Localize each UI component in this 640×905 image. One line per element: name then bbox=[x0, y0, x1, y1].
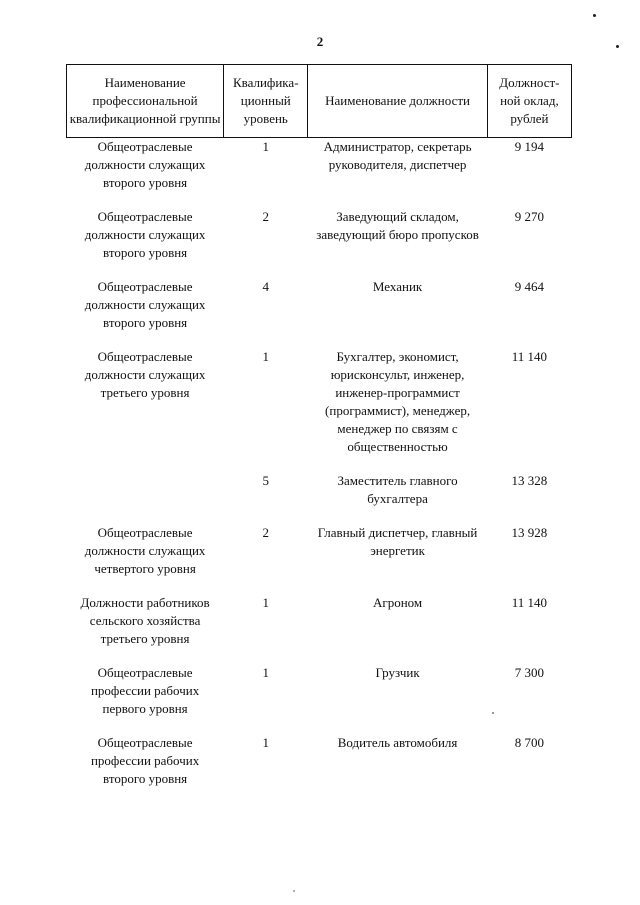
page-number: 2 bbox=[316, 34, 324, 49]
cell-salary: 8 700 bbox=[514, 735, 545, 750]
cell-position: Бухгалтер, экономист, юрисконсульт, инженер, инженер-программист (программист), менеджер, менеджер по связям с общественностью bbox=[325, 349, 471, 454]
table-row bbox=[67, 734, 572, 804]
cell-level: 1 bbox=[262, 665, 269, 680]
cell-salary: 11 140 bbox=[511, 349, 548, 364]
scan-speck bbox=[593, 14, 596, 17]
cell-salary: 11 140 bbox=[511, 595, 548, 610]
header-salary: Должност-ной оклад, рублей bbox=[487, 65, 571, 138]
cell-level: 1 bbox=[262, 139, 269, 154]
cell-group: Общеотраслевые должности служащих второго уровня bbox=[84, 279, 206, 330]
header-position: Наименование должности bbox=[308, 65, 487, 138]
cell-group: Должности работников сельского хозяйства третьего уровня bbox=[80, 595, 210, 646]
cell-position: Грузчик bbox=[375, 665, 420, 680]
cell-salary: 7 300 bbox=[514, 665, 545, 680]
cell-group: Общеотраслевые должности служащих второго уровня bbox=[84, 209, 206, 260]
cell-salary: 9 464 bbox=[514, 279, 545, 294]
cell-level: 2 bbox=[262, 525, 269, 540]
cell-level: 1 bbox=[262, 595, 269, 610]
cell-group bbox=[67, 472, 224, 524]
cell-group: Общеотраслевые должности служащих третьего уровня bbox=[84, 349, 206, 400]
table-row bbox=[67, 594, 572, 664]
cell-level: 1 bbox=[262, 735, 269, 750]
cell-group: Общеотраслевые профессии рабочих второго уровня bbox=[90, 735, 200, 786]
table-row bbox=[67, 664, 572, 734]
cell-position: Заместитель главного бухгалтера bbox=[337, 473, 458, 506]
cell-group: Общеотраслевые должности служащих четвертого уровня bbox=[84, 525, 206, 576]
cell-salary: 13 928 bbox=[511, 525, 548, 540]
cell-position: Механик bbox=[372, 279, 423, 294]
cell-group: Общеотраслевые профессии рабочих первого уровня bbox=[90, 665, 200, 716]
cell-position: Агроном bbox=[372, 595, 423, 610]
table-header-row bbox=[67, 65, 572, 138]
scan-speck bbox=[293, 890, 295, 892]
cell-salary: 9 270 bbox=[514, 209, 545, 224]
cell-level: 1 bbox=[262, 349, 269, 364]
table-row bbox=[67, 524, 572, 594]
cell-salary: 13 328 bbox=[511, 473, 548, 488]
cell-level: 5 bbox=[262, 473, 269, 488]
cell-group: Общеотраслевые должности служащих второго уровня bbox=[84, 139, 206, 190]
cell-salary: 9 194 bbox=[514, 139, 545, 154]
salary-table bbox=[66, 64, 572, 804]
cell-position: Главный диспетчер, главный энергетик bbox=[317, 525, 478, 558]
header-group: Наименование профессиональной квалификационной группы bbox=[67, 65, 224, 138]
table-row bbox=[67, 348, 572, 472]
table-row bbox=[67, 138, 572, 209]
cell-position: Заведующий складом, заведующий бюро пропусков bbox=[316, 209, 479, 242]
cell-level: 4 bbox=[262, 279, 269, 294]
cell-position: Администратор, секретарь руководителя, диспетчер bbox=[323, 139, 472, 172]
table-body bbox=[67, 138, 572, 805]
table-row bbox=[67, 208, 572, 278]
header-level: Квалифика-ционный уровень bbox=[224, 65, 308, 138]
cell-position: Водитель автомобиля bbox=[337, 735, 458, 750]
cell-level: 2 bbox=[262, 209, 269, 224]
table-row bbox=[67, 278, 572, 348]
table-row bbox=[67, 472, 572, 524]
